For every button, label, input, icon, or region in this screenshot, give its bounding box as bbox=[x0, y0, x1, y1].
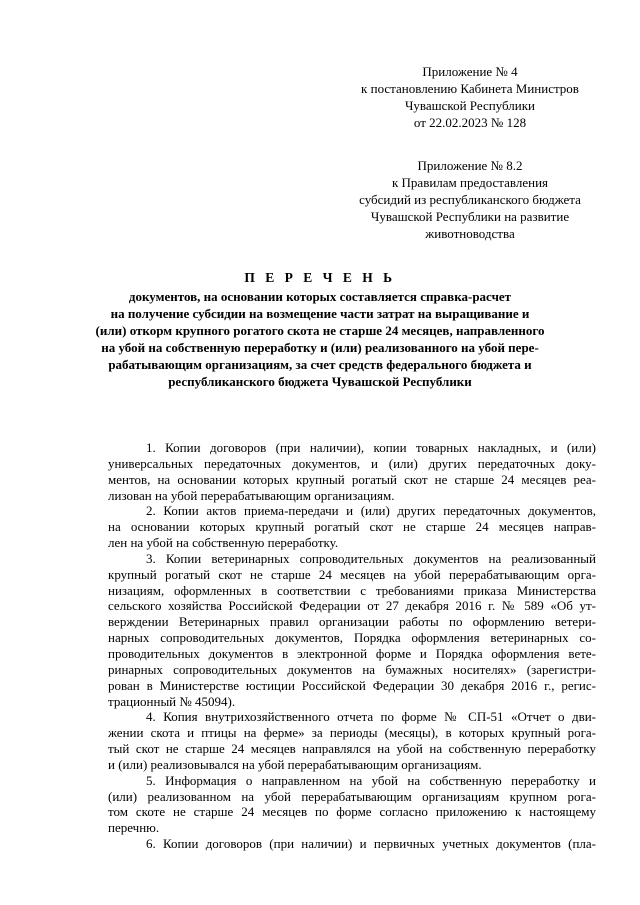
paragraph-5-line: 5. Информация о направленном на убой на собственную переработку и bbox=[146, 772, 596, 788]
paragraph-1-line: 1. Копии договоров (при наличии), копии товарных накладных, и (или) bbox=[146, 440, 596, 455]
paragraph-4-line: тый скот не старше 24 месяцев направлялся на убой на собственную переработку bbox=[108, 741, 596, 757]
paragraph-3-line: 3. Копии ветеринарных сопроводительных документов на реализованный bbox=[146, 550, 596, 566]
subtitle-line: рабатывающим организациям, за счет средств федерального бюджета и bbox=[108, 357, 532, 372]
paragraph-5-line: том скоте не старше 24 месяцев по форме согласно приложению к настоящему bbox=[108, 804, 596, 820]
paragraph-3-line: нарных сопроводительных документов, Порядка оформления ветеринарных со- bbox=[108, 630, 596, 646]
appendix-4-line: Чувашской Республики bbox=[404, 98, 536, 113]
appendix-8-2-line: Приложение № 8.2 bbox=[417, 158, 523, 173]
paragraph-3-line: рован в Министерстве юстиции Российской Федерации 30 декабря 2016 г., регис- bbox=[108, 677, 596, 693]
appendix-4-line: к постановлению Кабинета Министров bbox=[361, 81, 579, 96]
paragraph-3-line: верждении Ветеринарных правил организации работы по оформлению ветери- bbox=[108, 614, 596, 630]
paragraph-3-line: сельского хозяйства Российской Федерации от 27 декабря 2016 г. № 589 «Об ут- bbox=[108, 598, 596, 614]
paragraph-3-line: крупный рогатый скот не старше 24 месяцев на убой перерабатывающим орга- bbox=[108, 566, 596, 582]
subtitle-line: документов, на основании которых составляется справка-расчет bbox=[128, 289, 512, 304]
paragraph-1-line: лизован на убой перерабатывающим организациям. bbox=[108, 487, 395, 503]
appendix-4-header bbox=[350, 63, 590, 131]
appendix-4-line: Приложение № 4 bbox=[422, 64, 518, 79]
paragraph-5-line: (или) реализованном на убой перерабатывающим организациям крупном рогa- bbox=[108, 788, 596, 804]
paragraph-3-line: ринарных сопроводительных документов на бумажных носителях» (зарегистри- bbox=[108, 661, 596, 677]
appendix-4-line: от 22.02.2023 № 128 bbox=[413, 115, 527, 130]
subtitle-line: (или) откорм крупного рогатого скота не старше 24 месяцев, направленного bbox=[95, 323, 545, 338]
paragraph-2-line: 2. Копии актов приема-передачи и (или) других передаточных документов, bbox=[146, 503, 596, 519]
paragraph-3-line: проводительных документов в электронной форме и Порядка оформления вете- bbox=[108, 645, 596, 661]
appendix-8-2-header bbox=[330, 157, 610, 242]
paragraph-1-line: ментов, на основании которых крупный рогатый скот не старше 24 месяцев реа- bbox=[108, 471, 596, 487]
document-body bbox=[108, 440, 596, 852]
document-title: П Е Р Е Ч Е Н Ь bbox=[244, 270, 396, 285]
paragraph-4-line: 4. Копия внутрихозяйственного отчета по форме № СП-51 «Отчет о дви- bbox=[146, 709, 596, 725]
paragraph-4-line: жении скота и птицы на ферме» за периоды (месяцы), в которых крупный рога- bbox=[108, 725, 596, 741]
subtitle-line: на получение субсидии на возмещение части затрат на выращивание и bbox=[110, 306, 530, 321]
appendix-8-2-line: животноводства bbox=[425, 226, 515, 241]
document-subtitle bbox=[68, 288, 572, 390]
paragraph-3-line: трационный № 45094). bbox=[108, 693, 236, 709]
subtitle-line: на убой на собственную переработку и (или) реализованного на убой пере- bbox=[101, 340, 539, 355]
paragraph-2-line: на основании которых крупный рогатый скот не старше 24 месяцев направ- bbox=[108, 519, 596, 535]
paragraph-4-line: и (или) реализовывался на убой перерабатывающим организациям. bbox=[108, 756, 482, 772]
appendix-8-2-line: субсидий из республиканского бюджета bbox=[359, 192, 581, 207]
subtitle-line: республиканского бюджета Чувашской Республики bbox=[168, 374, 472, 389]
appendix-8-2-line: Чувашской Республики на развитие bbox=[370, 209, 570, 224]
paragraph-3-line: низациям, оформленных в соответствии с требованиями приказа Министерства bbox=[108, 582, 596, 598]
paragraph-6-line: 6. Копии договоров (при наличии) и первичных учетных документов (пла- bbox=[146, 836, 596, 852]
paragraph-1-line: универсальных передаточных документов, и (или) других передаточных доку- bbox=[108, 455, 596, 471]
appendix-8-2-line: к Правилам предоставления bbox=[391, 175, 549, 190]
paragraph-2-line: лен на убой на собственную переработку. bbox=[108, 535, 339, 551]
paragraph-5-line: перечню. bbox=[108, 820, 160, 836]
